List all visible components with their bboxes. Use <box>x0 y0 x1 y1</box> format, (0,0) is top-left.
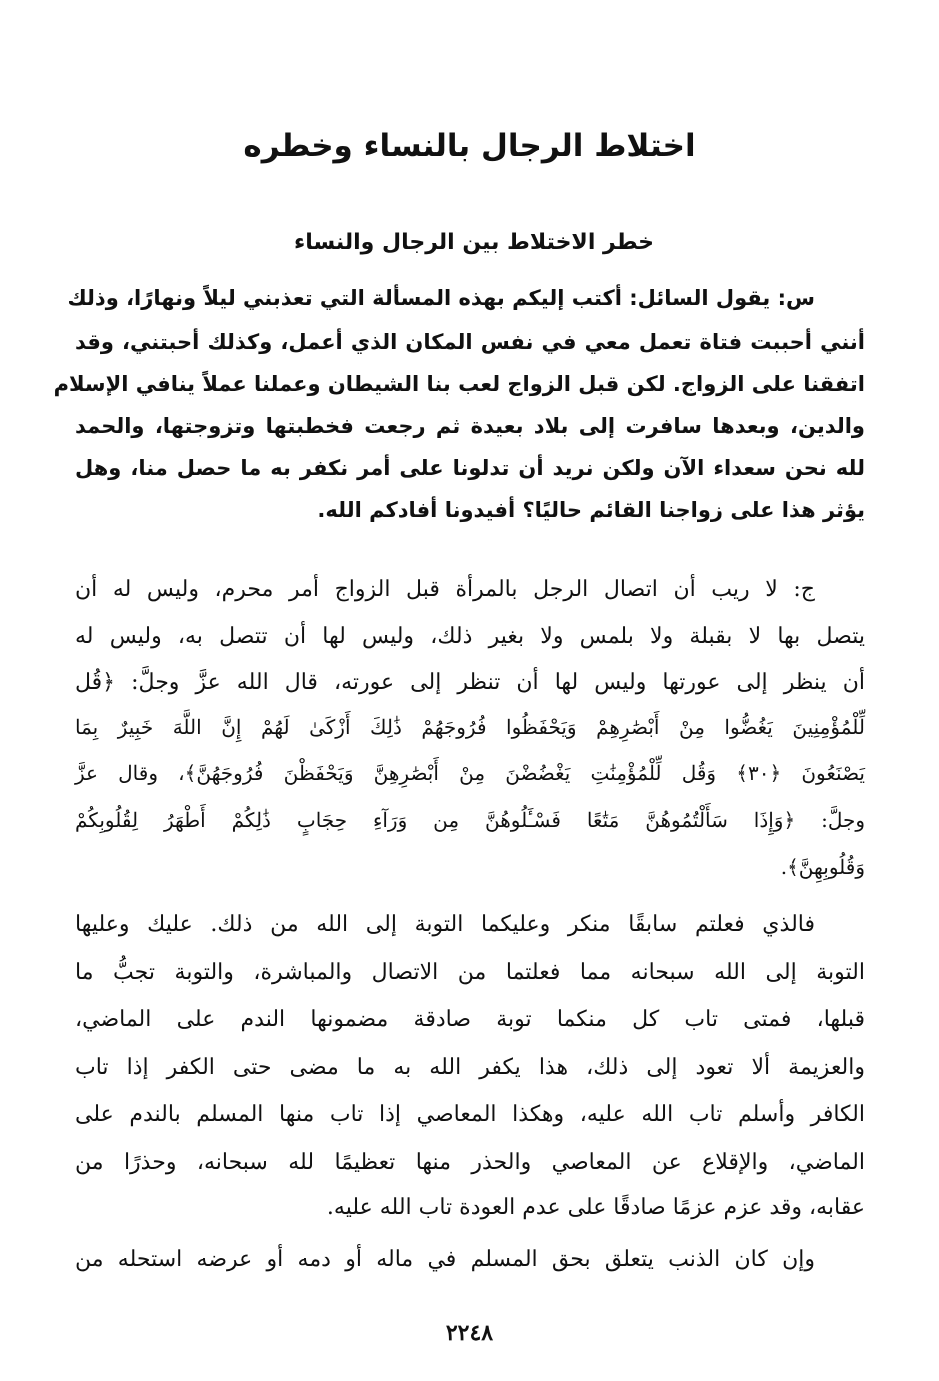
answer-line: يتصل بها لا بقبلة ولا بلمس ولا بغير ذلك، وليس لها أن تتصل به، وليس له <box>75 624 865 649</box>
body-line: والعزيمة ألا تعود إلى ذلك، هذا يكفر الله به ما مضى حتى الكفر إذا تاب <box>75 1055 865 1080</box>
body-line: الكافر وأسلم تاب الله عليه، وهكذا المعاصي إذا تاب منها المسلم بالندم على <box>75 1102 865 1127</box>
question-line: والدين، وبعدها سافرت إلى بلاد بعيدة ثم رجعت فخطبتها وتزوجتها، والحمد <box>75 414 865 438</box>
page-title: اختلاط الرجال بالنساء وخطره <box>243 128 696 164</box>
quran-verse-line: وَقُلُوبِهِنَّ﴾. <box>780 855 865 879</box>
body-line: عقابه، وقد عزم عزمًا صادقًا على عدم العودة تاب الله عليه. <box>326 1195 865 1220</box>
answer-line: ج: لا ريب أن اتصال الرجل بالمرأة قبل الزواج أمر محرم، وليس له أن <box>75 577 815 602</box>
quran-verse-line: لِّلْمُؤْمِنِينَ يَغُضُّوا مِنْ أَبْصَٰرِهِمْ وَيَحْفَظُوا فُرُوجَهُمْ ذَٰلِكَ أَزْكَىٰ لَهُمْ إِنَّ اللَّهَ خَبِيرٌ بِمَا <box>75 715 865 739</box>
body-line: الماضي، والإقلاع عن المعاصي والحذر منها تعظيمًا لله سبحانه، وحذرًا من <box>75 1150 865 1175</box>
quran-verse-line: وجلَّ: ﴿وَإِذَا سَأَلْتُمُوهُنَّ مَتَٰعًا فَسْـَٔلُوهُنَّ مِن وَرَآءِ حِجَابٍ ذَٰلِكُمْ أَطْهَرُ لِقُلُوبِكُمْ <box>75 808 865 832</box>
body-line: التوبة إلى الله سبحانه مما فعلتما من الاتصال والمباشرة، والتوبة تجبُّ ما <box>75 960 865 985</box>
body-line: قبلها، فمتى تاب كل منكما توبة صادقة مضمونها الندم على الماضي، <box>75 1007 865 1032</box>
page-number: ٢٢٤٨ <box>445 1320 494 1346</box>
question-line: يؤثر هذا على زواجنا القائم حاليًا؟ أفيدونا أفادكم الله. <box>317 498 865 522</box>
answer-line: أن ينظر إلى عورتها وليس لها أن تنظر إلى عورته، قال الله عزَّ وجلَّ: ﴿قُل <box>75 670 865 695</box>
question-line: س: يقول السائل: أكتب إليكم بهذه المسألة التي تعذبني ليلاً ونهارًا، وذلك <box>67 286 815 310</box>
body-line: وإن كان الذنب يتعلق بحق المسلم في ماله أو دمه أو عرضه استحله من <box>75 1247 815 1272</box>
section-heading: خطر الاختلاط بين الرجال والنساء <box>293 230 654 255</box>
question-line: اتفقنا على الزواج. لكن قبل الزواج لعب بنا الشيطان وعملنا عملاً ينافي الإسلام <box>53 372 865 396</box>
question-line: لله نحن سعداء الآن ولكن نريد أن تدلونا على أمر نكفر به ما حصل منا، وهل <box>75 456 865 480</box>
question-line: أنني أحببت فتاة تعمل معي في نفس المكان الذي أعمل، وكذلك أحبتني، وقد <box>75 330 865 354</box>
body-line: فالذي فعلتم سابقًا منكر وعليكما التوبة إلى الله من ذلك. عليك وعليها <box>75 912 815 937</box>
quran-verse-line: يَصْنَعُونَ ﴿٣٠﴾ وَقُل لِّلْمُؤْمِنَٰتِ يَغْضُضْنَ مِنْ أَبْصَٰرِهِنَّ وَيَحْفَظْنَ فُرُوجَهُنَّ﴾، وقال عزَّ <box>75 761 865 785</box>
